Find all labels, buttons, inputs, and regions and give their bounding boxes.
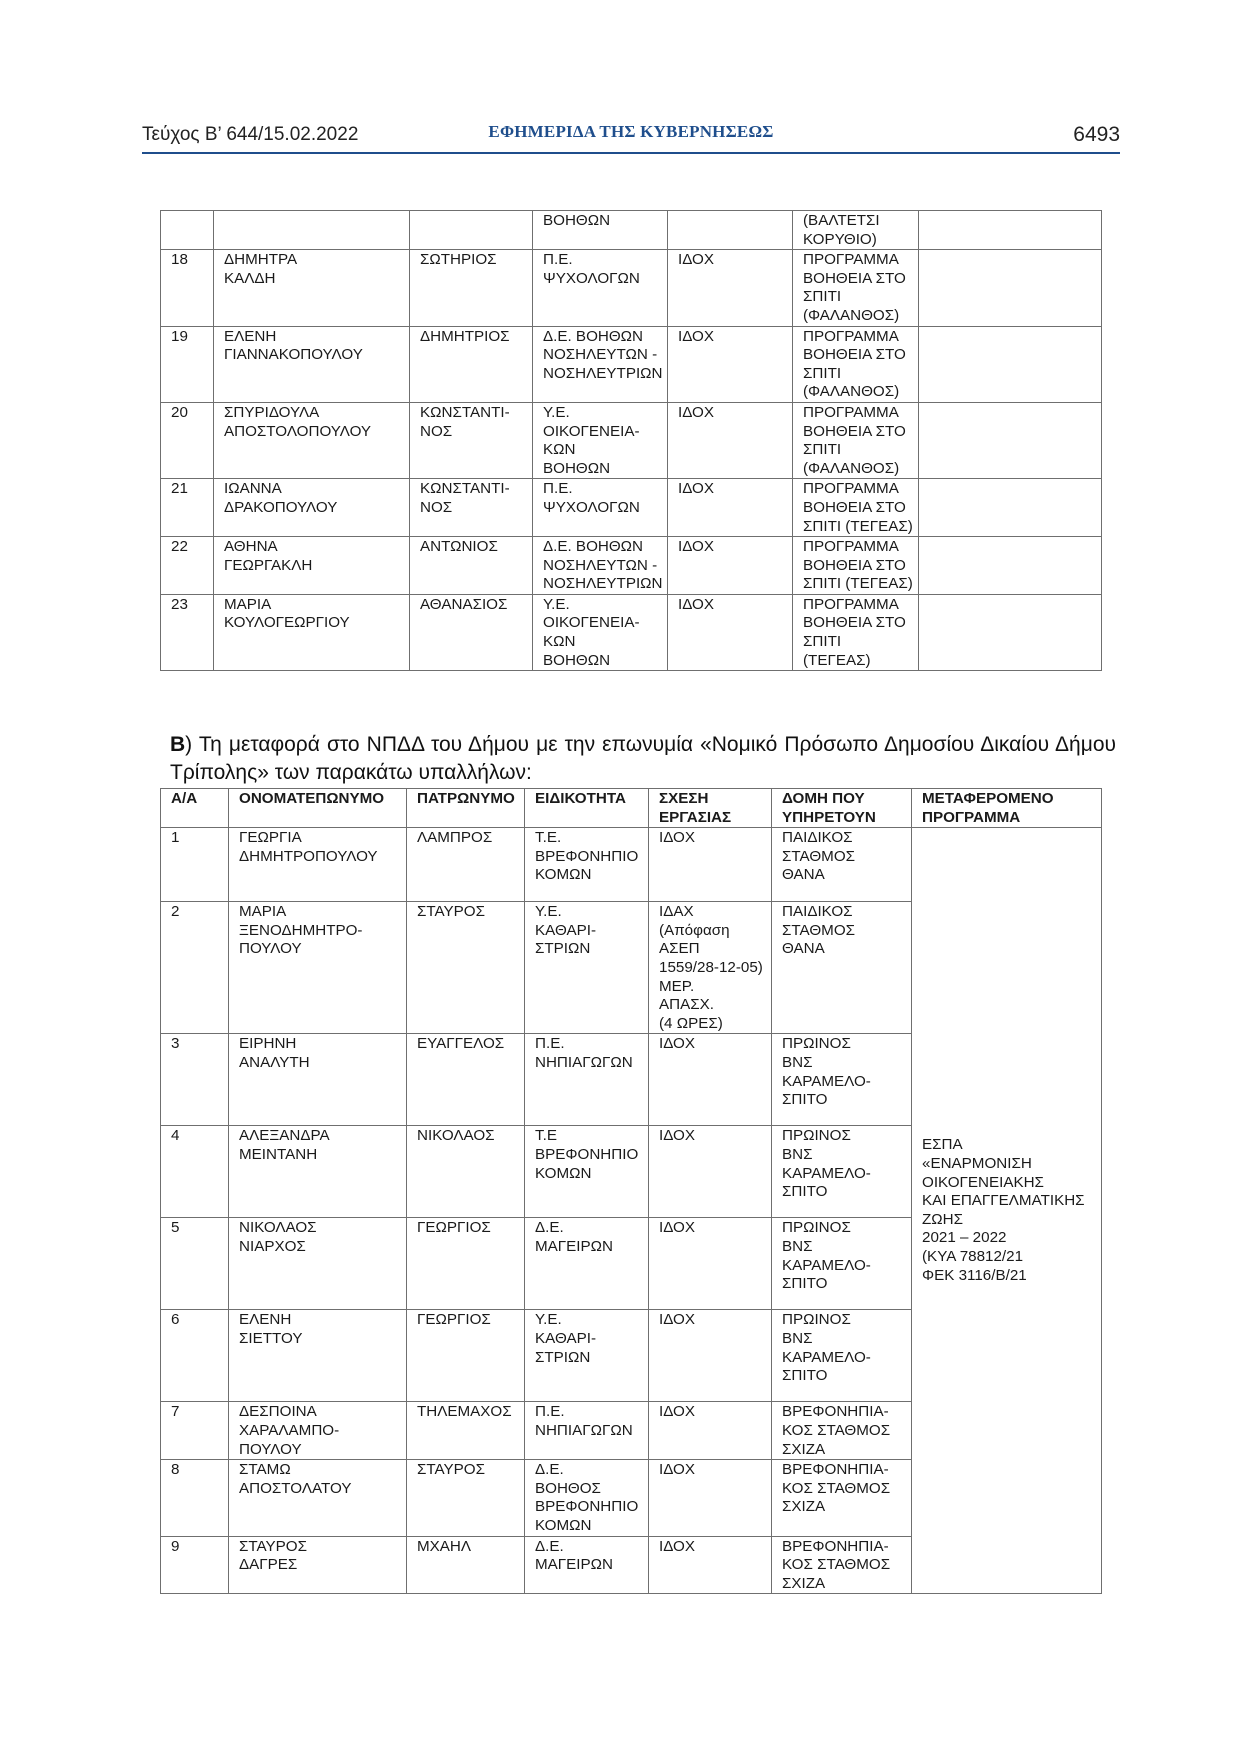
employment-relation-cell: ΙΔΟΧ [668, 402, 793, 478]
table-row [161, 250, 1102, 326]
employment-relation-cell: ΙΔΟΧ [649, 1310, 772, 1402]
staff-table-continued [160, 210, 1102, 671]
row-number-cell: 3 [161, 1034, 229, 1126]
father-name-cell: ΚΩΝΣΤΑΝΤΙ- ΝΟΣ [410, 479, 533, 537]
father-name-cell: ΔΗΜΗΤΡΙΟΣ [410, 326, 533, 402]
employment-relation-cell: ΙΔΟΧ [668, 326, 793, 402]
row-number-cell: 6 [161, 1310, 229, 1402]
employee-name-cell: ΝΙΚΟΛΑΟΣ ΝΙΑΡΧΟΣ [229, 1218, 407, 1310]
column-header-father: ΠΑΤΡΩΝΥΜΟ [407, 789, 525, 828]
father-name-cell: ΣΤΑΥΡΟΣ [407, 1460, 525, 1536]
employee-name-cell: ΔΗΜΗΤΡΑ ΚΑΛΔΗ [214, 250, 410, 326]
row-number-cell: 19 [161, 326, 214, 402]
service-unit-cell: ΒΡΕΦΟΝΗΠΙΑ- ΚΟΣ ΣΤΑΘΜΟΣ ΣΧΙΖΑ [772, 1402, 912, 1460]
father-name-cell: ΑΝΤΩΝΙΟΣ [410, 537, 533, 595]
section-b-text: ) Τη μεταφορά στο ΝΠΔΔ του Δήμου με την επωνυμία «Νομικό Πρόσωπο Δημοσίου Δικαίου Δήμου Τρίπολης» των παρακάτω υπαλλήλων: [170, 733, 1116, 784]
father-name-cell: ΝΙΚΟΛΑΟΣ [407, 1126, 525, 1218]
row-number-cell: 21 [161, 479, 214, 537]
issue-number: Τεύχος Β’ 644/15.02.2022 [142, 124, 359, 145]
father-name-cell: ΕΥΑΓΓΕΛΟΣ [407, 1034, 525, 1126]
empty-cell-cell [919, 479, 1102, 537]
employee-name-cell: ΑΘΗΝΑ ΓΕΩΡΓΑΚΛΗ [214, 537, 410, 595]
table-row [161, 479, 1102, 537]
specialty-cell: Τ.Ε ΒΡΕΦΟΝΗΠΙΟ ΚΟΜΩΝ [525, 1126, 649, 1218]
empty-cell-cell [919, 402, 1102, 478]
row-number-cell [161, 211, 214, 250]
employment-relation-cell [668, 211, 793, 250]
father-name-cell: ΣΤΑΥΡΟΣ [407, 902, 525, 1034]
specialty-cell: Π.Ε. ΝΗΠΙΑΓΩΓΩΝ [525, 1034, 649, 1126]
assigned-program-cell: ΠΡΟΓΡΑΜΜΑ ΒΟΗΘΕΙΑ ΣΤΟ ΣΠΙΤΙ (ΤΕΓΕΑΣ) [793, 479, 919, 537]
service-unit-cell: ΠΡΩΙΝΟΣ ΒΝΣ ΚΑΡΑΜΕΛΟ- ΣΠΙΤΟ [772, 1310, 912, 1402]
employment-relation-cell: ΙΔΟΧ [649, 1402, 772, 1460]
assigned-program-cell: ΠΡΟΓΡΑΜΜΑ ΒΟΗΘΕΙΑ ΣΤΟ ΣΠΙΤΙ (ΤΕΓΕΑΣ) [793, 594, 919, 670]
row-number-cell: 1 [161, 828, 229, 902]
column-header-relation: ΣΧΕΣΗ ΕΡΓΑΣΙΑΣ [649, 789, 772, 828]
father-name-cell: ΓΕΩΡΓΙΟΣ [407, 1218, 525, 1310]
employee-name-cell [214, 211, 410, 250]
empty-cell-cell [919, 211, 1102, 250]
father-name-cell [410, 211, 533, 250]
employment-relation-cell: ΙΔΟΧ [649, 1034, 772, 1126]
specialty-cell: Υ.Ε. ΚΑΘΑΡΙ- ΣΤΡΙΩΝ [525, 1310, 649, 1402]
section-b-label: Β [170, 733, 186, 756]
assigned-program-cell: ΠΡΟΓΡΑΜΜΑ ΒΟΗΘΕΙΑ ΣΤΟ ΣΠΙΤΙ (ΤΕΓΕΑΣ) [793, 537, 919, 595]
father-name-cell: ΜΧΑΗΛ [407, 1536, 525, 1594]
transferred-program-cell: ΕΣΠΑ «ΕΝΑΡΜΟΝΙΣΗ ΟΙΚΟΓΕΝΕΙΑΚΗΣ ΚΑΙ ΕΠΑΓΓΕΛΜΑΤΙΚΗΣ ΖΩΗΣ 2021 – 2022 (ΚΥΑ 78812/21 ΦΕΚ 3116/Β/21 [912, 828, 1102, 1594]
employment-relation-cell: ΙΔΟΧ [649, 1218, 772, 1310]
journal-title: ΕΦΗΜΕΡΙΔΑ ΤΗΣ ΚΥΒΕΡΝΗΣΕΩΣ [488, 122, 774, 141]
father-name-cell: ΛΑΜΠΡΟΣ [407, 828, 525, 902]
table-row [161, 537, 1102, 595]
row-number-cell: 8 [161, 1460, 229, 1536]
specialty-cell: Υ.Ε. ΟΙΚΟΓΕΝΕΙΑ- ΚΩΝ ΒΟΗΘΩΝ [533, 402, 668, 478]
specialty-cell: Δ.Ε. ΒΟΗΘΟΣ ΒΡΕΦΟΝΗΠΙΟ ΚΟΜΩΝ [525, 1460, 649, 1536]
employment-relation-cell: ΙΔΟΧ [668, 594, 793, 670]
row-number-cell: 7 [161, 1402, 229, 1460]
employee-name-cell: ΜΑΡΙΑ ΞΕΝΟΔΗΜΗΤΡΟ- ΠΟΥΛΟΥ [229, 902, 407, 1034]
specialty-cell: Δ.Ε. ΜΑΓΕΙΡΩΝ [525, 1536, 649, 1594]
employment-relation-cell: ΙΔΟΧ [668, 479, 793, 537]
specialty-cell: Υ.Ε. ΚΑΘΑΡΙ- ΣΤΡΙΩΝ [525, 902, 649, 1034]
row-number-cell: 22 [161, 537, 214, 595]
row-number-cell: 2 [161, 902, 229, 1034]
table-header-row [161, 789, 1102, 828]
row-number-cell: 9 [161, 1536, 229, 1594]
service-unit-cell: ΠΡΩΙΝΟΣ ΒΝΣ ΚΑΡΑΜΕΛΟ- ΣΠΙΤΟ [772, 1126, 912, 1218]
father-name-cell: ΚΩΝΣΤΑΝΤΙ- ΝΟΣ [410, 402, 533, 478]
employee-name-cell: ΓΕΩΡΓΙΑ ΔΗΜΗΤΡΟΠΟΥΛΟΥ [229, 828, 407, 902]
empty-cell-cell [919, 594, 1102, 670]
column-header-specialty: ΕΙΔΙΚΟΤΗΤΑ [525, 789, 649, 828]
table-row [161, 594, 1102, 670]
employment-relation-cell: ΙΔΟΧ [649, 1460, 772, 1536]
employee-name-cell: ΙΩΑΝΝΑ ΔΡΑΚΟΠΟΥΛΟΥ [214, 479, 410, 537]
column-header-num: Α/Α [161, 789, 229, 828]
column-header-name: ΟΝΟΜΑΤΕΠΩΝΥΜΟ [229, 789, 407, 828]
father-name-cell: ΑΘΑΝΑΣΙΟΣ [410, 594, 533, 670]
page-number: 6493 [1073, 123, 1120, 146]
employment-relation-cell: ΙΔΟΧ [668, 537, 793, 595]
empty-cell-cell [919, 326, 1102, 402]
row-number-cell: 23 [161, 594, 214, 670]
table-row [161, 402, 1102, 478]
employee-name-cell: ΕΛΕΝΗ ΣΙΕΤΤΟΥ [229, 1310, 407, 1402]
father-name-cell: ΣΩΤΗΡΙΟΣ [410, 250, 533, 326]
employee-name-cell: ΜΑΡΙΑ ΚΟΥΛΟΓΕΩΡΓΙΟΥ [214, 594, 410, 670]
empty-cell-cell [919, 537, 1102, 595]
employee-name-cell: ΑΛΕΞΑΝΔΡΑ ΜΕΙΝΤΑΝΗ [229, 1126, 407, 1218]
specialty-cell: Υ.Ε. ΟΙΚΟΓΕΝΕΙΑ- ΚΩΝ ΒΟΗΘΩΝ [533, 594, 668, 670]
employment-relation-cell: ΙΔΟΧ [649, 1126, 772, 1218]
service-unit-cell: ΠΑΙΔΙΚΟΣ ΣΤΑΘΜΟΣ ΘΑΝΑ [772, 902, 912, 1034]
specialty-cell: ΒΟΗΘΩΝ [533, 211, 668, 250]
row-number-cell: 20 [161, 402, 214, 478]
row-number-cell: 5 [161, 1218, 229, 1310]
employment-relation-cell: ΙΔΟΧ [668, 250, 793, 326]
service-unit-cell: ΠΡΩΙΝΟΣ ΒΝΣ ΚΑΡΑΜΕΛΟ- ΣΠΙΤΟ [772, 1034, 912, 1126]
assigned-program-cell: (ΒΑΛΤΕΤΣΙ ΚΟΡΥΘΙΟ) [793, 211, 919, 250]
transfer-table [160, 788, 1102, 1594]
service-unit-cell: ΠΑΙΔΙΚΟΣ ΣΤΑΘΜΟΣ ΘΑΝΑ [772, 828, 912, 902]
specialty-cell: Π.Ε. ΝΗΠΙΑΓΩΓΩΝ [525, 1402, 649, 1460]
column-header-program: ΜΕΤΑΦΕΡΟΜΕΝΟ ΠΡΟΓΡΑΜΜΑ [912, 789, 1102, 828]
employee-name-cell: ΣΤΑΥΡΟΣ ΔΑΓΡΕΣ [229, 1536, 407, 1594]
assigned-program-cell: ΠΡΟΓΡΑΜΜΑ ΒΟΗΘΕΙΑ ΣΤΟ ΣΠΙΤΙ (ΦΑΛΑΝΘΟΣ) [793, 250, 919, 326]
father-name-cell: ΓΕΩΡΓΙΟΣ [407, 1310, 525, 1402]
father-name-cell: ΤΗΛΕΜΑΧΟΣ [407, 1402, 525, 1460]
row-number-cell: 18 [161, 250, 214, 326]
employment-relation-cell: ΙΔΑΧ (Απόφαση ΑΣΕΠ 1559/28-12-05) ΜΕΡ. ΑΠΑΣΧ. (4 ΩΡΕΣ) [649, 902, 772, 1034]
specialty-cell: Δ.Ε. ΒΟΗΘΩΝ ΝΟΣΗΛΕΥΤΩΝ - ΝΟΣΗΛΕΥΤΡΙΩΝ [533, 537, 668, 595]
section-b-paragraph [170, 731, 1116, 787]
assigned-program-cell: ΠΡΟΓΡΑΜΜΑ ΒΟΗΘΕΙΑ ΣΤΟ ΣΠΙΤΙ (ΦΑΛΑΝΘΟΣ) [793, 326, 919, 402]
specialty-cell: Δ.Ε. ΜΑΓΕΙΡΩΝ [525, 1218, 649, 1310]
table-row [161, 828, 1102, 902]
assigned-program-cell: ΠΡΟΓΡΑΜΜΑ ΒΟΗΘΕΙΑ ΣΤΟ ΣΠΙΤΙ (ΦΑΛΑΝΘΟΣ) [793, 402, 919, 478]
specialty-cell: Τ.Ε. ΒΡΕΦΟΝΗΠΙΟ ΚΟΜΩΝ [525, 828, 649, 902]
employee-name-cell: ΣΤΑΜΩ ΑΠΟΣΤΟΛΑΤΟΥ [229, 1460, 407, 1536]
specialty-cell: Π.Ε. ΨΥΧΟΛΟΓΩΝ [533, 250, 668, 326]
employee-name-cell: ΕΛΕΝΗ ΓΙΑΝΝΑΚΟΠΟΥΛΟΥ [214, 326, 410, 402]
specialty-cell: Δ.Ε. ΒΟΗΘΩΝ ΝΟΣΗΛΕΥΤΩΝ - ΝΟΣΗΛΕΥΤΡΙΩΝ [533, 326, 668, 402]
service-unit-cell: ΠΡΩΙΝΟΣ ΒΝΣ ΚΑΡΑΜΕΛΟ- ΣΠΙΤΟ [772, 1218, 912, 1310]
column-header-unit: ΔΟΜΗ ΠΟΥ ΥΠΗΡΕΤΟΥΝ [772, 789, 912, 828]
specialty-cell: Π.Ε. ΨΥΧΟΛΟΓΩΝ [533, 479, 668, 537]
employee-name-cell: ΕΙΡΗΝΗ ΑΝΑΛΥΤΗ [229, 1034, 407, 1126]
service-unit-cell: ΒΡΕΦΟΝΗΠΙΑ- ΚΟΣ ΣΤΑΘΜΟΣ ΣΧΙΖΑ [772, 1460, 912, 1536]
employment-relation-cell: ΙΔΟΧ [649, 1536, 772, 1594]
employment-relation-cell: ΙΔΟΧ [649, 828, 772, 902]
row-number-cell: 4 [161, 1126, 229, 1218]
table-row [161, 326, 1102, 402]
employee-name-cell: ΔΕΣΠΟΙΝΑ ΧΑΡΑΛΑΜΠΟ- ΠΟΥΛΟΥ [229, 1402, 407, 1460]
empty-cell-cell [919, 250, 1102, 326]
employee-name-cell: ΣΠΥΡΙΔΟΥΛΑ ΑΠΟΣΤΟΛΟΠΟΥΛΟΥ [214, 402, 410, 478]
service-unit-cell: ΒΡΕΦΟΝΗΠΙΑ- ΚΟΣ ΣΤΑΘΜΟΣ ΣΧΙΖΑ [772, 1536, 912, 1594]
table-row [161, 211, 1102, 250]
page-header [142, 122, 1120, 154]
